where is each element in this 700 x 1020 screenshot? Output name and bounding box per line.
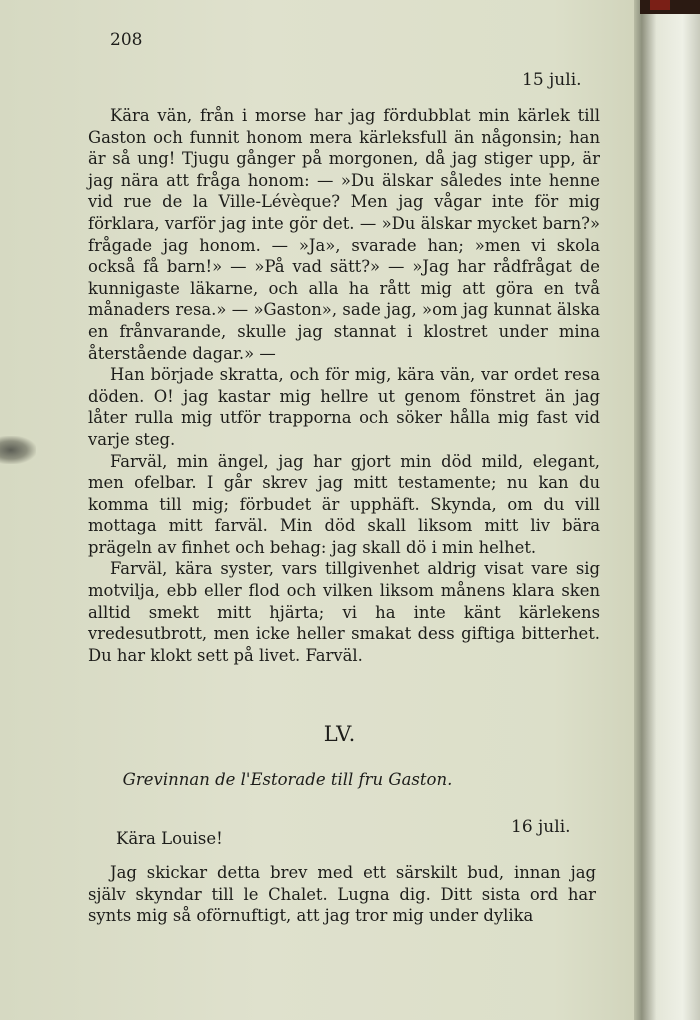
bookmark-ribbon — [650, 0, 670, 10]
chapter-heading: LV. — [323, 722, 357, 746]
letter-greeting: Kära Louise! — [116, 829, 223, 848]
page-number: 208 — [110, 30, 143, 50]
paragraph: Han började skratta, och för mig, kära vän, var ordet resa döden. O! jag kastar mig hellre ut genom fönstret än jag låter rulla mig utför trapporna och söker hålla mig fast vid varje steg. — [88, 365, 600, 449]
paragraph: Kära vän, från i morse har jag fördubblat min kärlek till Gaston och funnit honom mera kärleksfull än någonsin; han är så ung! Tjugu gånger på morgonen, då jag stiger upp, är jag nära att fråga honom: — »Du älskar således inte henne vid rue de la Ville-Lévèque? Men jag vågar inte för mig förklara, varför jag inte gör det. — »Du älskar mycket barn?» frågade jag honom. — »Ja», svarade han; »men vi skola också få barn!» — »På vad sätt?» — »Jag har rådfrågat de kunnigaste läkarne, och alla ha rått mig att göra en två månaders resa.» — »Gaston», sade jag, »om jag kunnat älska en frånvarande, skulle jag stannat i klostret under mina återstående dagar.» — — [88, 106, 600, 363]
chapter-subtitle: Grevinnan de l'Estorade till fru Gaston. — [122, 770, 453, 789]
page-clip — [0, 436, 36, 464]
letter-body — [88, 862, 596, 927]
letter-date: 16 juli. — [511, 817, 571, 837]
book-spine — [634, 0, 642, 1020]
letter-date: 15 juli. — [522, 70, 582, 90]
page-edges — [642, 0, 700, 1020]
paragraph: Jag skickar detta brev med ett särskilt bud, innan jag själv skyndar till le Chalet. Lugna dig. Ditt sista ord har synts mig så oförnuftigt, att jag tror mig under dylika — [88, 863, 596, 926]
paragraph: Farväl, min ängel, jag har gjort min död mild, elegant, men ofelbar. I går skrev jag mitt testamente; nu kan du komma till mig; förbudet är upphäft. Skynda, om du vill mottaga mitt farväl. Min död skall liksom mitt liv bära prägeln av finhet och behag: jag skall dö i min helhet. — [88, 451, 600, 557]
letter-body — [88, 105, 600, 666]
book-cover-top — [640, 0, 700, 14]
paragraph: Farväl, kära syster, vars tillgivenhet aldrig visat vare sig motvilja, ebb eller flod och vilken liksom månens klara sken alltid smekt mitt hjärta; vi ha inte känt kärlekens vredesutbrott, men icke heller smakat dess giftiga bitterhet. Du har klokt sett på livet. Farväl. — [88, 559, 600, 665]
